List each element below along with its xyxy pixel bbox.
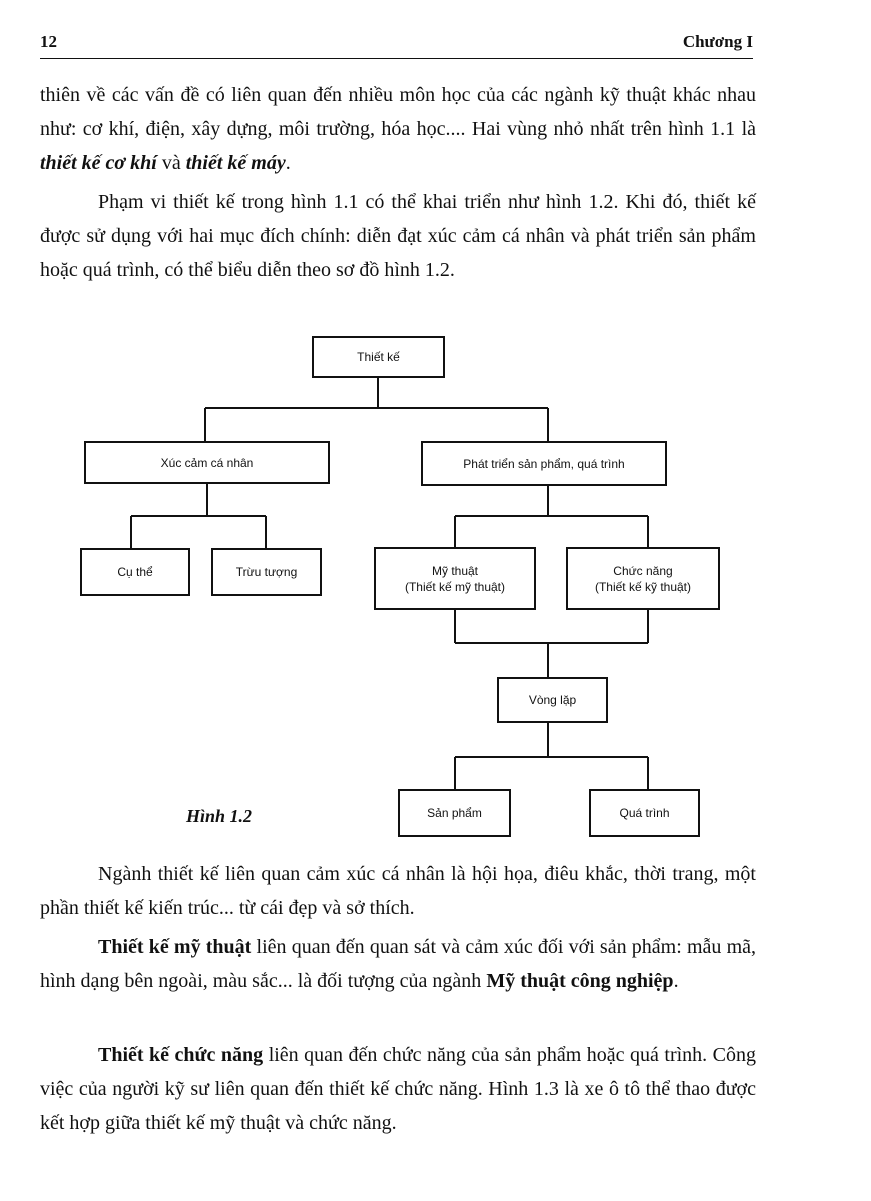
node-concrete xyxy=(80,548,190,596)
paragraph-1-connector: và xyxy=(156,152,186,174)
term-art-design: Thiết kế mỹ thuật xyxy=(98,936,252,958)
node-art-design-title: Mỹ thuật xyxy=(431,563,479,578)
node-design-label: Thiết kế xyxy=(357,350,400,364)
chapter-title: Chương I xyxy=(682,32,753,51)
paragraph-1-end: . xyxy=(285,152,291,174)
node-design xyxy=(312,336,445,378)
node-personal-emotion xyxy=(84,441,330,484)
paragraph-3: Ngành thiết kế liên quan cảm xúc cá nhân là hội họa, điêu khắc, thời trang, một phần thiết kế kiến trúc... từ cái đẹp và sở thích. xyxy=(40,863,756,919)
term-machine-design: thiết kế máy xyxy=(185,152,286,174)
node-functional-design-subtitle: (Thiết kế kỹ thuật) xyxy=(594,579,692,594)
node-product-development-label: Phát triển sản phẩm, quá trình xyxy=(463,456,625,471)
paragraph-4-text: liên quan đến quan sát và cảm xúc đối với sản phẩm: mẫu mã, hình dạng bên ngoài, màu sắc... là đối tượng của ngành xyxy=(40,936,757,992)
node-functional-design xyxy=(566,547,720,610)
node-functional-design-title: Chức năng xyxy=(613,563,673,578)
node-abstract xyxy=(211,548,322,596)
node-product-development xyxy=(421,441,667,486)
node-concrete-label: Cụ thể xyxy=(117,565,153,579)
term-industrial-art: Mỹ thuật công nghiệp xyxy=(486,970,674,992)
term-functional-design: Thiết kế chức năng xyxy=(98,1044,264,1066)
page-number: 12 xyxy=(40,32,57,51)
paragraph-4 xyxy=(40,930,756,998)
node-iteration-loop-label: Vòng lặp xyxy=(528,693,577,707)
node-iteration-loop xyxy=(497,677,608,723)
paragraph-5-text: liên quan đến chức năng của sản phẩm hoặc quá trình. Công việc của người kỹ sư liên quan đến thiết kế chức năng. Hình 1.3 là xe ô tô thể thao được kết hợp giữa thiết kế mỹ thuật và chức năng. xyxy=(40,1044,756,1134)
node-art-design-subtitle: (Thiết kế mỹ thuật) xyxy=(404,579,506,594)
node-art-design xyxy=(374,547,536,610)
node-personal-emotion-label: Xúc cảm cá nhân xyxy=(160,455,254,470)
paragraph-4-end: . xyxy=(673,970,679,992)
figure-caption: Hình 1.2 xyxy=(186,806,253,826)
node-product xyxy=(398,789,511,837)
node-abstract-label: Trừu tượng xyxy=(235,565,298,579)
node-process xyxy=(589,789,700,837)
node-process-label: Quá trình xyxy=(619,806,670,820)
term-mechanical-design: thiết kế cơ khí xyxy=(40,152,157,174)
paragraph-2: Phạm vi thiết kế trong hình 1.1 có thể khai triển như hình 1.2. Khi đó, thiết kế được sử dụng với hai mục đích chính: diễn đạt xúc cảm cá nhân và phát triển sản phẩm hoặc quá trình, có thể biểu diễn theo sơ đồ hình 1.2. xyxy=(40,191,756,281)
node-product-label: Sản phẩm xyxy=(427,806,482,820)
paragraph-5 xyxy=(40,1038,756,1140)
paragraph-1-text: thiên về các vấn đề có liên quan đến nhiều môn học của các ngành kỹ thuật khác nhau như: cơ khí, điện, xây dựng, môi trường, hóa học.... Hai vùng nhỏ nhất trên hình 1.1 là xyxy=(40,84,756,140)
